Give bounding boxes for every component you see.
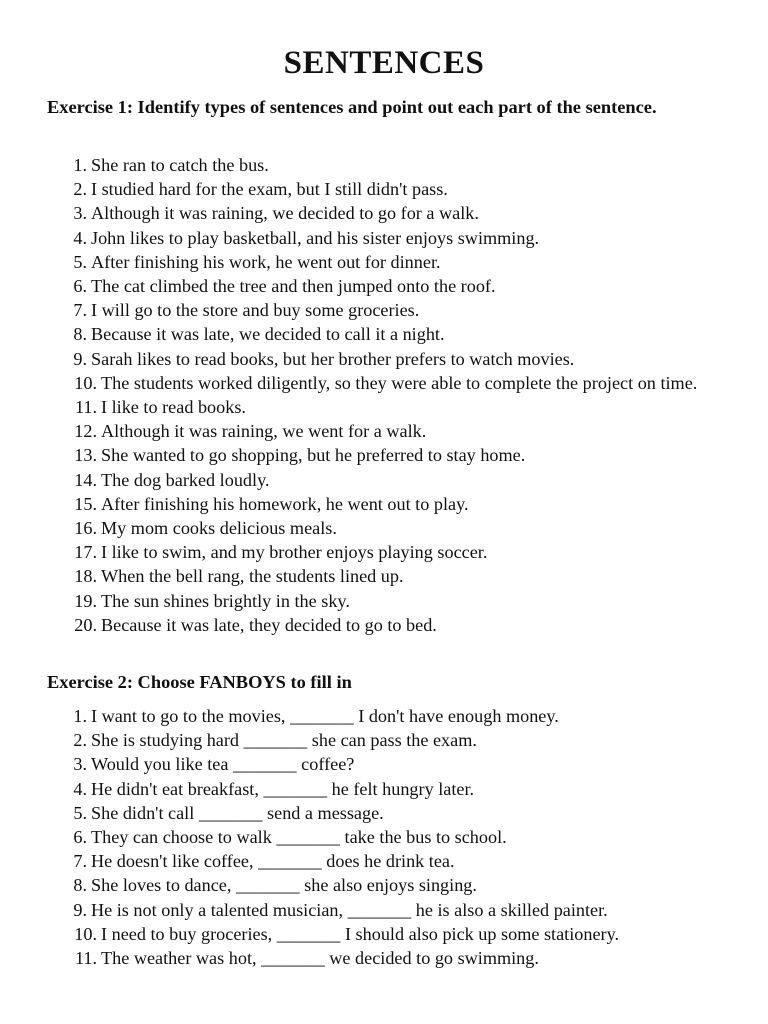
exercise-1-item [0, 419, 713, 443]
exercise-1-item [0, 492, 713, 516]
exercise-2-list [0, 704, 713, 970]
exercise-1-item-number: 8. [73, 324, 87, 345]
exercise-1-item-number: 1. [73, 155, 87, 175]
exercise-1-item-number: 12. [74, 421, 97, 442]
exercise-2-item-text: She didn't call _______ send a message. [91, 802, 384, 823]
exercise-1-item [0, 395, 713, 419]
exercise-1-list [0, 153, 713, 637]
exercise-2-item-number: 8. [73, 875, 87, 896]
exercise-1-item-text: Because it was late, they decided to go to bed. [101, 614, 437, 635]
exercise-2-heading: Exercise 2: Choose FANBOYS to fill in [47, 672, 352, 692]
exercise-1-item-number: 5. [73, 251, 87, 272]
exercise-2-item-number: 6. [73, 827, 87, 848]
exercise-1-item-text: I studied hard for the exam, but I still didn't pass. [91, 179, 448, 200]
exercise-1-item [0, 347, 711, 371]
exercise-1-item-number: 7. [73, 300, 87, 321]
exercise-2-item-text: He didn't eat breakfast, _______ he felt hungry later. [91, 778, 475, 799]
exercise-1-item-number: 17. [74, 542, 97, 563]
exercise-1-item [0, 201, 711, 225]
exercise-2-item-number: 4. [73, 778, 87, 799]
exercise-1-item [0, 322, 711, 346]
exercise-1-item [0, 564, 713, 588]
exercise-2-item-number: 5. [73, 802, 87, 823]
exercise-1-item-text: I like to read books. [101, 397, 246, 418]
page-title: SENTENCES [283, 45, 485, 81]
exercise-1-item [0, 153, 711, 177]
exercise-1-item-number: 11. [74, 397, 97, 418]
exercise-1-item-number: 20. [74, 614, 97, 635]
exercise-1-item [0, 589, 713, 613]
exercise-1-item-number: 2. [73, 179, 87, 200]
exercise-2-item-text: They can choose to walk _______ take the bus to school. [91, 827, 507, 848]
exercise-1-item-number: 3. [73, 203, 87, 224]
exercise-2-item-text: He doesn't like coffee, _______ does he drink tea. [91, 851, 455, 872]
exercise-1-item-number: 19. [74, 590, 97, 611]
exercise-1-item-text: She wanted to go shopping, but he preferred to stay home. [101, 445, 526, 466]
exercise-1-item-number: 10. [74, 372, 97, 393]
exercise-1-item-text: The dog barked loudly. [101, 469, 270, 490]
exercise-2-item [0, 728, 711, 752]
exercise-1-item-text: Because it was late, we decided to call it a night. [91, 324, 445, 345]
exercise-1-item [0, 443, 713, 467]
exercise-2-item [0, 704, 711, 728]
exercise-2-item-number: 2. [73, 730, 87, 751]
exercise-1-item-text: I like to swim, and my brother enjoys playing soccer. [101, 542, 488, 563]
exercise-2-item-number: 3. [73, 754, 87, 775]
exercise-2-item [0, 922, 713, 946]
exercise-1-item-number: 15. [74, 493, 97, 514]
exercise-2-item [0, 898, 711, 922]
exercise-1-item-text: Sarah likes to read books, but her brother prefers to watch movies. [91, 348, 575, 369]
exercise-1-item-text: John likes to play basketball, and his sister enjoys swimming. [91, 227, 540, 248]
exercise-2-item-number: 11. [74, 948, 97, 969]
exercise-1-item-number: 18. [74, 566, 97, 587]
exercise-1-item [0, 226, 711, 250]
exercise-1-item-number: 16. [74, 518, 97, 539]
exercise-1-item-text: After finishing his homework, he went out to play. [101, 493, 469, 514]
exercise-1-item [0, 613, 713, 637]
exercise-1-item-number: 4. [73, 227, 87, 248]
exercise-1-item-text: My mom cooks delicious meals. [101, 518, 337, 539]
exercise-2-item [0, 825, 711, 849]
exercise-2-item-number: 10. [74, 923, 97, 944]
exercise-2-item [0, 801, 711, 825]
exercise-1-item-number: 9. [73, 348, 87, 369]
exercise-2-item [0, 946, 713, 970]
exercise-1-item-text: The cat climbed the tree and then jumped onto the roof. [91, 276, 496, 297]
exercise-2-item-text: I need to buy groceries, _______ I should also pick up some stationery. [101, 923, 620, 944]
exercise-1-heading: Exercise 1: Identify types of sentences and point out each part of the sentence. [47, 97, 657, 117]
exercise-2-item-number: 1. [73, 706, 87, 726]
exercise-1-item-text: Although it was raining, we went for a walk. [101, 421, 427, 442]
exercise-1-item [0, 371, 705, 395]
exercise-2-item-text: She is studying hard _______ she can pass the exam. [91, 730, 477, 751]
exercise-1-item-number: 14. [74, 469, 97, 490]
exercise-1-item [0, 298, 711, 322]
exercise-2-item-text: Would you like tea _______ coffee? [91, 754, 355, 775]
exercise-1-item [0, 250, 711, 274]
exercise-2-item [0, 873, 711, 897]
exercise-1-item-text: She ran to catch the bus. [91, 155, 269, 175]
exercise-1-item [0, 516, 713, 540]
exercise-1-item-text: When the bell rang, the students lined up. [101, 566, 404, 587]
exercise-1-item-number: 6. [73, 276, 87, 297]
exercise-1-item [0, 468, 713, 492]
exercise-2-item-text: The weather was hot, _______ we decided to go swimming. [101, 948, 539, 969]
exercise-1-item-text: Although it was raining, we decided to go for a walk. [91, 203, 479, 224]
exercise-1-item-text: The students worked diligently, so they were able to complete the project on time. [101, 372, 698, 393]
exercise-1-item [0, 177, 711, 201]
exercise-2-item-text: I want to go to the movies, _______ I don't have enough money. [91, 706, 559, 726]
exercise-1-item [0, 274, 711, 298]
exercise-2-item-number: 9. [73, 899, 87, 920]
exercise-2-item-text: She loves to dance, _______ she also enjoys singing. [91, 875, 477, 896]
exercise-2-item-text: He is not only a talented musician, _______ he is also a skilled painter. [91, 899, 608, 920]
exercise-2-item [0, 752, 711, 776]
exercise-1-item [0, 540, 713, 564]
exercise-1-item-number: 13. [74, 445, 97, 466]
exercise-2-item [0, 849, 711, 873]
exercise-1-item-text: I will go to the store and buy some groceries. [91, 300, 420, 321]
exercise-2-item [0, 777, 711, 801]
exercise-1-item-text: After finishing his work, he went out for dinner. [91, 251, 441, 272]
exercise-1-item-text: The sun shines brightly in the sky. [101, 590, 350, 611]
exercise-2-item-number: 7. [73, 851, 87, 872]
